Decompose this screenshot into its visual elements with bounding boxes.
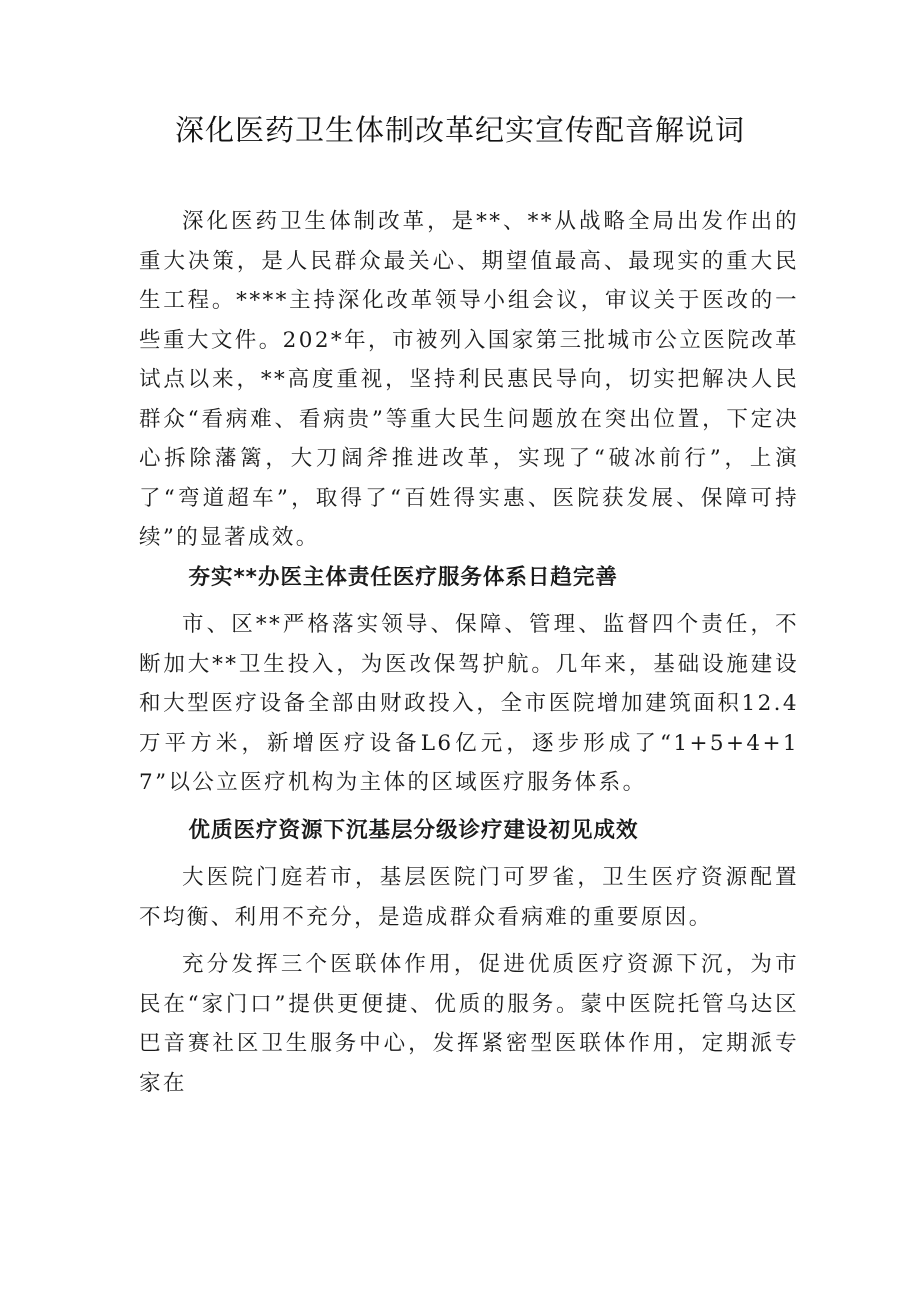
document-body — [139, 202, 799, 1103]
paragraph-section-2b: 充分发挥三个医联体作用，促进优质医疗资源下沉，为市民在“家门口”提供更便捷、优质的服务。蒙中医院托管乌达区巴音赛社区卫生服务中心，发挥紧密型医联体作用，定期派专家在 — [139, 952, 799, 1096]
section-heading-1: 夯实**办医主体责任医疗服务体系日趋完善 — [188, 564, 618, 590]
paragraph-section-2a: 大医院门庭若市，基层医院门可罗雀，卫生医疗资源配置不均衡、利用不充分，是造成群众看病难的重要原因。 — [139, 865, 799, 930]
document-title: 深化医药卫生体制改革纪实宣传配音解说词 — [174, 113, 745, 147]
section-heading-2: 优质医疗资源下沉基层分级诊疗建设初见成效 — [188, 817, 639, 843]
paragraph-intro: 深化医药卫生体制改革，是**、**从战略全局出发作出的重大决策，是人民群众最关心、期望值最高、最现实的重大民生工程。****主持深化改革领导小组会议，审议关于医改的一些重大文件。202*年，市被列入国家第三批城市公立医院改革试点以来，**高度重视，坚持利民惠民导向，切实把解决人民群众“看病难、看病贵”等重大民生问题放在突出位置，下定决心拆除藩篱，大刀阔斧推进改革，实现了“破冰前行”，上演了“弯道超车”，取得了“百姓得实惠、医院获发展、保障可持续”的显著成效。 — [139, 209, 799, 550]
paragraph-section-1: 市、区**严格落实领导、保障、管理、监督四个责任，不断加大**卫生投入，为医改保驾护航。几年来，基础设施建设和大型医疗设备全部由财政投入，全市医院增加建筑面积12.4万平方米，新增医疗设备L6亿元，逐步形成了“1+5+4+17”以公立医疗机构为主体的区域医疗服务体系。 — [139, 612, 799, 795]
